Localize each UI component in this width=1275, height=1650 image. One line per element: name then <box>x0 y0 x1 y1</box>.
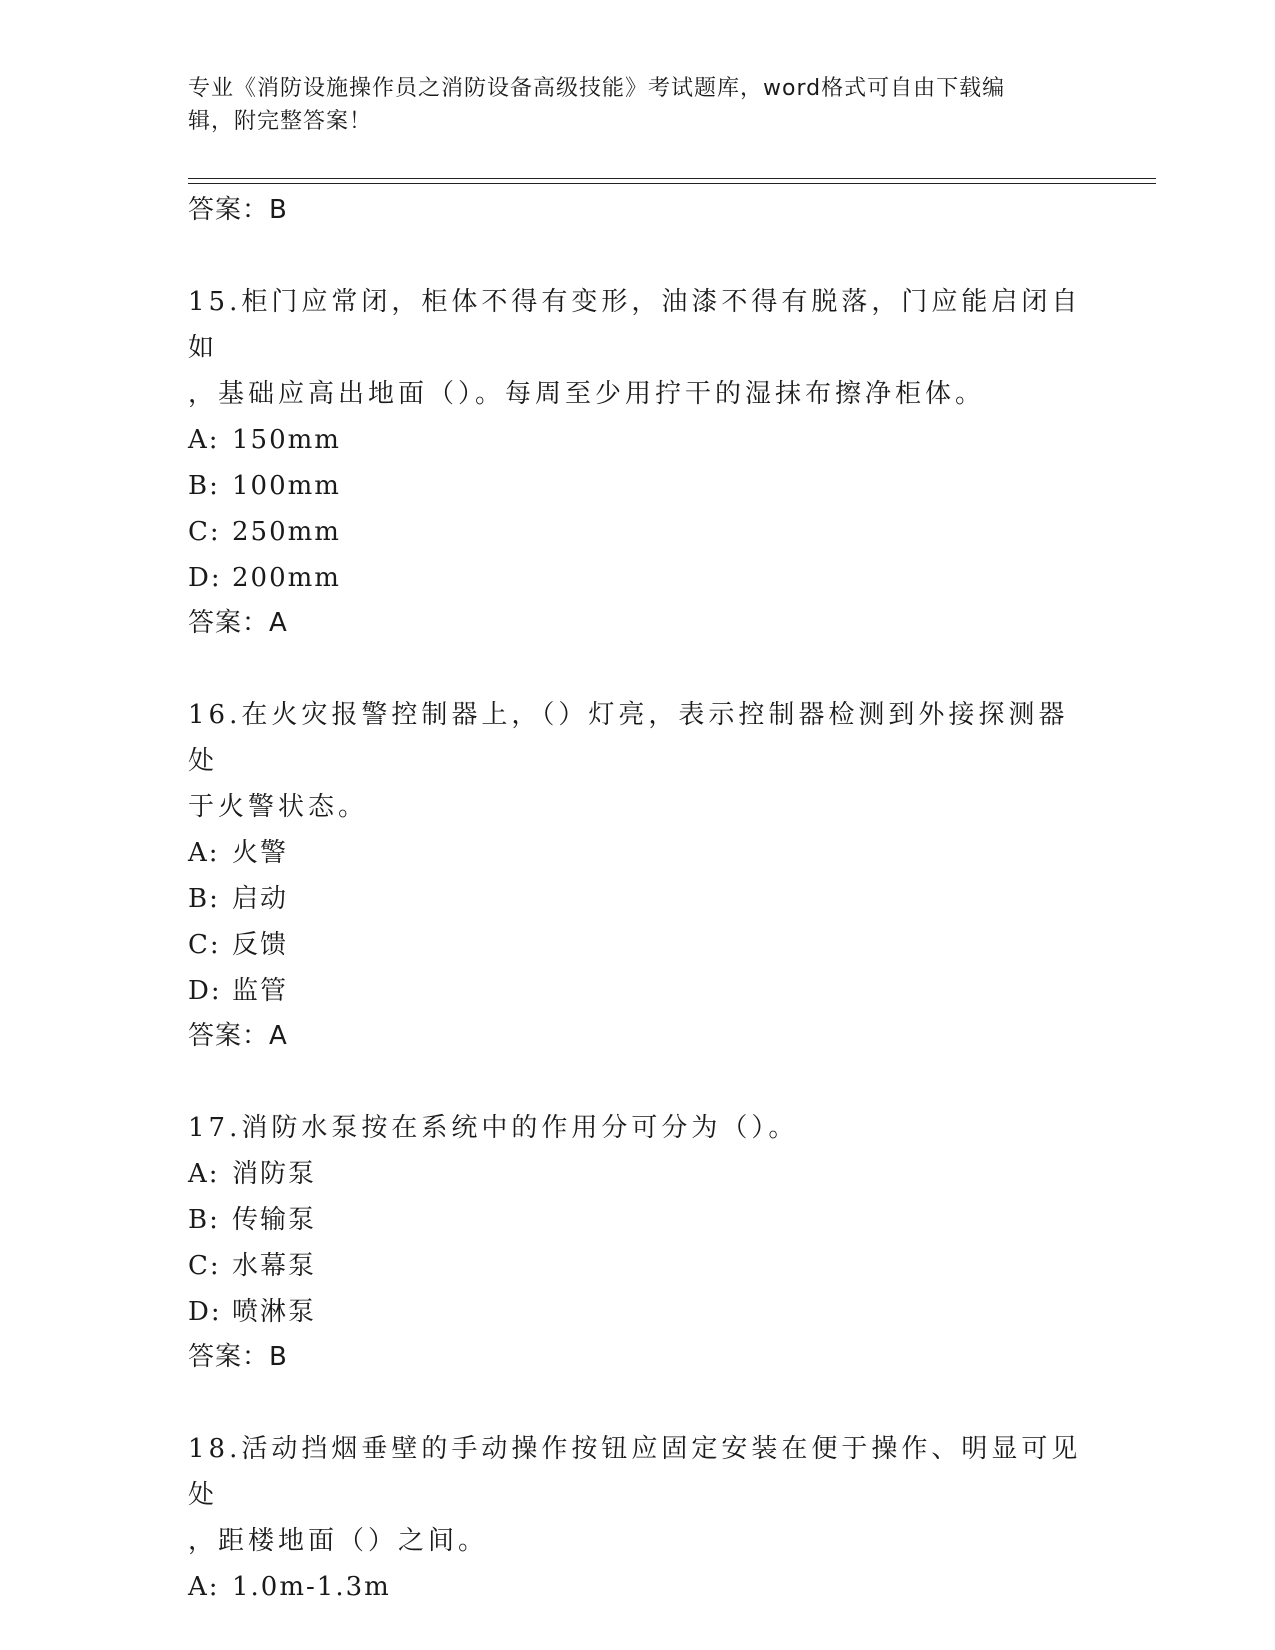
answer-previous: 答案：B <box>188 195 288 225</box>
question-stem-line-1: 15.柜门应常闭，柜体不得有变形，油漆不得有脱落，门应能启闭自如 <box>188 287 1082 363</box>
option-text: 150mm <box>232 425 341 455</box>
option-a <box>188 1564 1088 1610</box>
option-text: 1.0m-1.3m <box>232 1572 391 1602</box>
option-a <box>188 417 1088 463</box>
option-text: 水幕泵 <box>232 1251 317 1281</box>
header-rule-top <box>188 178 1156 179</box>
option-letter: A: <box>188 838 220 868</box>
question-stem-line-1: 16.在火灾报警控制器上，（）灯亮，表示控制器检测到外接探测器处 <box>188 700 1069 776</box>
option-d <box>188 1289 1088 1335</box>
option-letter: C: <box>188 517 221 547</box>
option-letter: B: <box>188 1205 220 1235</box>
option-text: 火警 <box>232 838 289 868</box>
option-c <box>188 1243 1088 1289</box>
option-letter: D: <box>188 563 222 593</box>
option-text: 启动 <box>232 884 289 914</box>
question-15 <box>188 279 1088 646</box>
answer-15: 答案：A <box>188 608 288 638</box>
question-18 <box>188 1426 1088 1610</box>
question-stem <box>188 1105 1088 1151</box>
option-a <box>188 1151 1088 1197</box>
option-text: 监管 <box>232 976 289 1006</box>
question-stem <box>188 279 1088 417</box>
question-stem-line-1: 17.消防水泵按在系统中的作用分可分为（）。 <box>188 1113 799 1143</box>
option-a <box>188 830 1088 876</box>
header-line-2: 辑，附完整答案！ <box>188 109 373 134</box>
option-b <box>188 463 1088 509</box>
question-stem <box>188 1426 1088 1564</box>
option-text: 反馈 <box>232 930 289 960</box>
header-rule-bottom <box>188 183 1156 184</box>
option-d <box>188 968 1088 1014</box>
option-text: 200mm <box>232 563 341 593</box>
option-letter: D: <box>188 976 222 1006</box>
option-b <box>188 876 1088 922</box>
option-letter: A: <box>188 1159 220 1189</box>
option-letter: C: <box>188 930 221 960</box>
option-text: 消防泵 <box>232 1159 317 1189</box>
option-c <box>188 922 1088 968</box>
option-text: 传输泵 <box>232 1205 317 1235</box>
option-b <box>188 1197 1088 1243</box>
option-letter: B: <box>188 884 220 914</box>
option-letter: D: <box>188 1297 222 1327</box>
option-letter: A: <box>188 425 220 455</box>
page-header <box>188 72 1078 138</box>
question-list <box>188 188 1088 1610</box>
question-stem <box>188 692 1088 830</box>
option-text: 喷淋泵 <box>232 1297 317 1327</box>
question-16 <box>188 692 1088 1059</box>
question-stem-line-2: ，基础应高出地面（）。每周至少用拧干的湿抹布擦净柜体。 <box>188 379 986 409</box>
question-stem-line-2: 于火警状态。 <box>188 792 369 822</box>
option-letter: B: <box>188 471 220 501</box>
option-text: 100mm <box>232 471 341 501</box>
option-text: 250mm <box>232 517 341 547</box>
question-17 <box>188 1105 1088 1380</box>
answer-17: 答案：B <box>188 1342 288 1372</box>
option-d <box>188 555 1088 601</box>
question-stem-line-2: ，距楼地面（）之间。 <box>188 1526 489 1556</box>
option-letter: C: <box>188 1251 221 1281</box>
option-c <box>188 509 1088 555</box>
question-stem-line-1: 18.活动挡烟垂壁的手动操作按钮应固定安装在便于操作、明显可见处 <box>188 1434 1082 1510</box>
answer-16: 答案：A <box>188 1021 288 1051</box>
option-letter: A: <box>188 1572 220 1602</box>
header-line-1: 专业《消防设施操作员之消防设备高级技能》考试题库，word格式可自由下载编 <box>188 76 1006 101</box>
